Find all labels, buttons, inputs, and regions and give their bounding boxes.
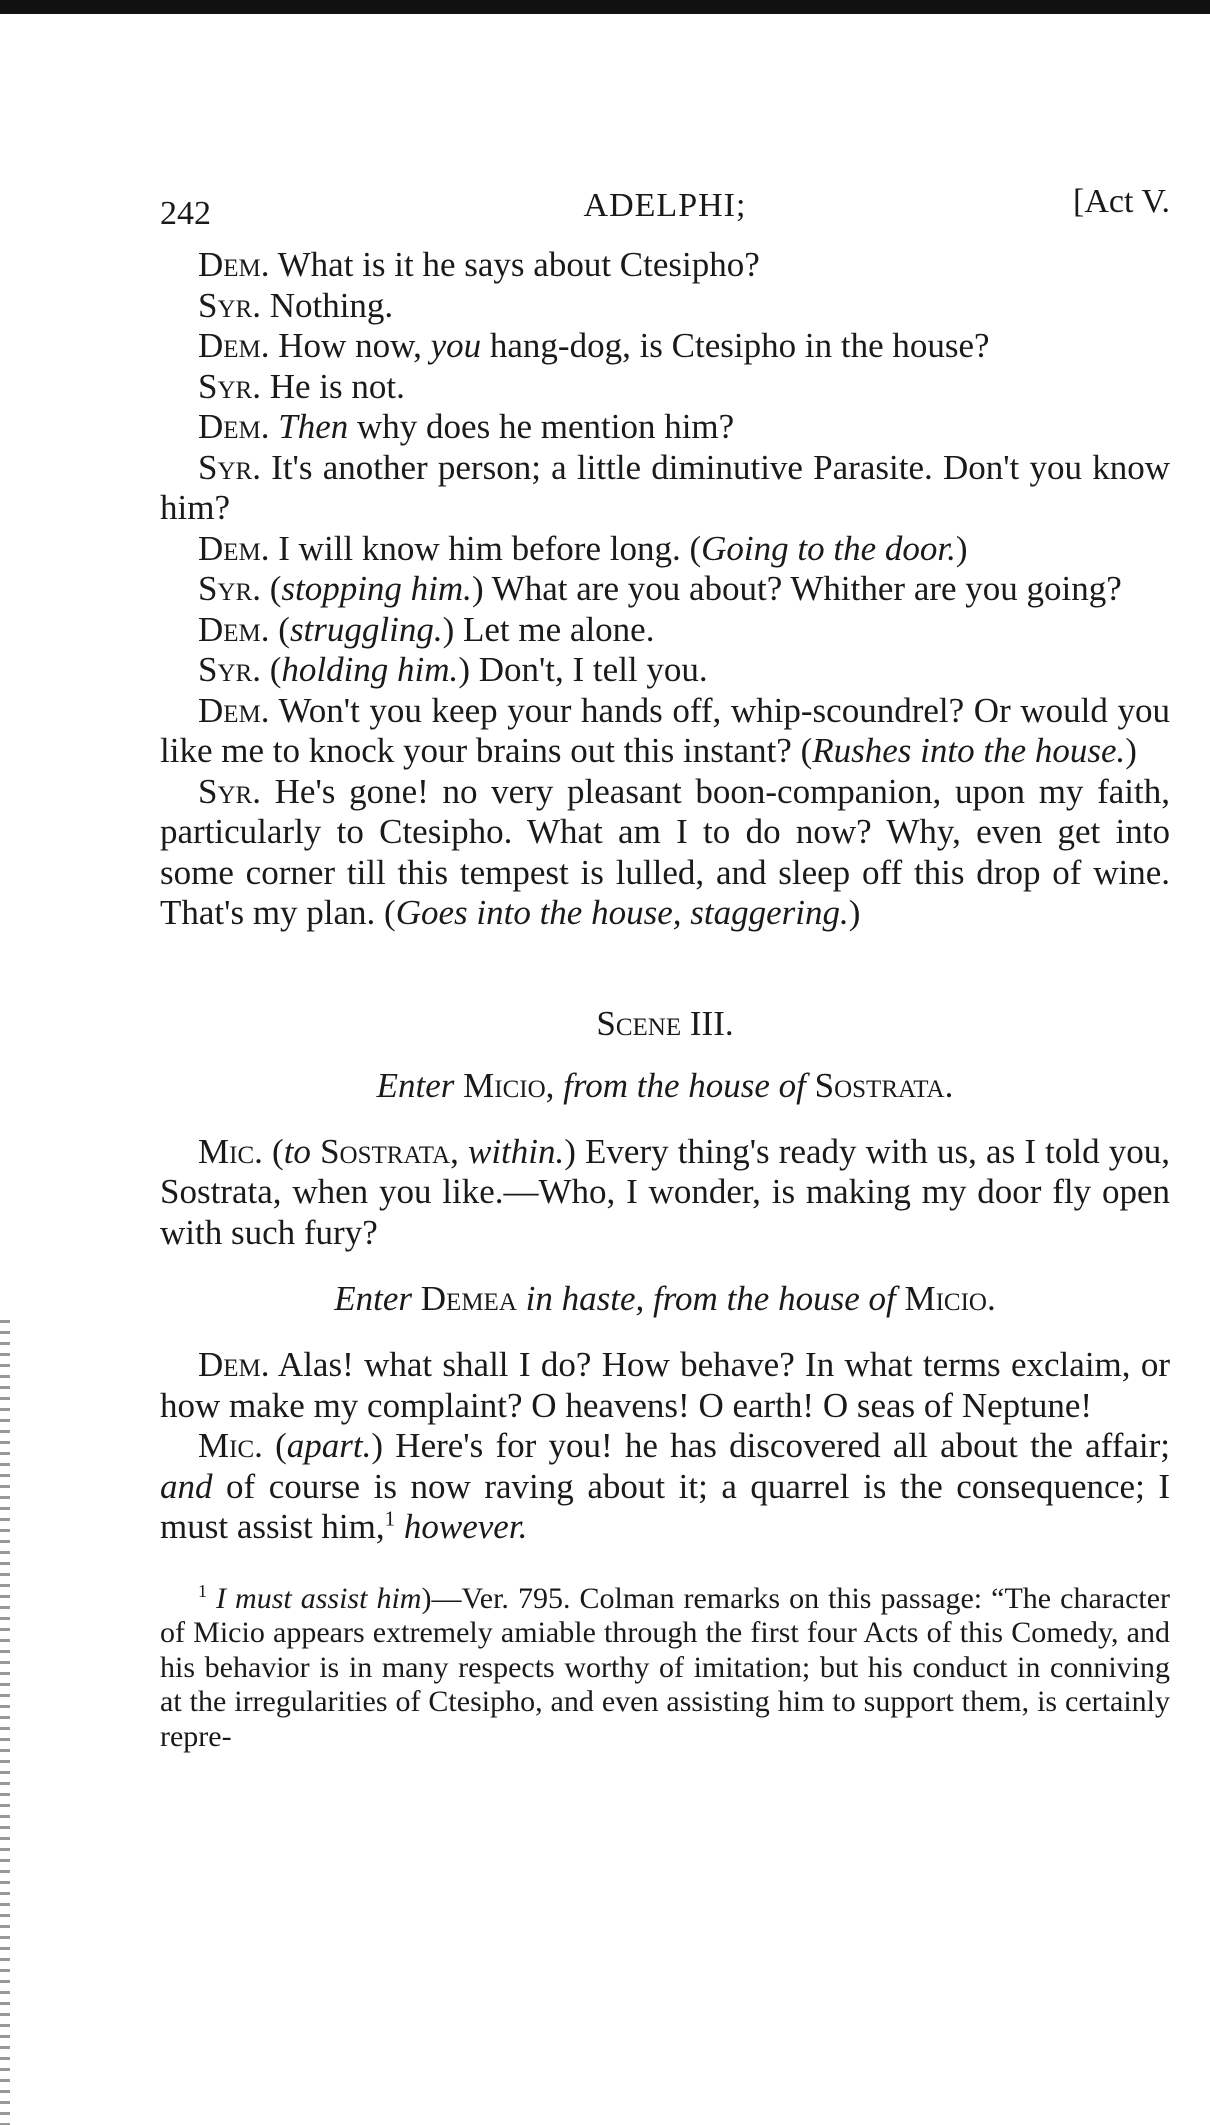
speaker-name: Dem. [198,326,270,365]
text-run [412,1279,421,1318]
speaker-name: Syr. [198,366,261,406]
text-run: Nothing. [260,285,394,325]
text-run: ( [262,1426,287,1465]
text-run: ( [260,569,282,608]
speech-line [160,772,1170,934]
italic-text: I must assist him [216,1581,422,1615]
italic-text: however. [403,1507,528,1546]
text-run: , [450,1131,468,1171]
running-header [160,175,1170,245]
character-name: Sostrata [320,1131,451,1171]
text-run: What is it he says about Ctesipho? [269,245,760,284]
dialogue-block [160,1132,1170,1254]
speech-line [160,1132,1170,1254]
text-run [454,1066,463,1105]
text-run: How now, [269,326,431,365]
speaker-name: Dem. [198,1345,270,1384]
text-run: . [986,1279,996,1318]
text-run: ) Here's for you! he has discovered all about the affair; [371,1426,1170,1465]
italic-text: you [430,326,482,365]
text-run [311,1132,320,1171]
text-run: I will know him before long. ( [269,528,702,568]
text-run: )—Ver. 795. Colman remarks on this passage: “The character of Micio appears extremely amiable through the first four Acts of this Comedy, and his behavior is in many respects worthy of imitation; but his conduct in conniving at the irregularities of Ctesipho, and even assisting him to support them, is certainly repre- [160,1581,1171,1753]
speaker-name: Dem. [198,690,270,730]
binding-gutter [0,1320,10,2125]
speaker-name: Mic. [198,1131,263,1171]
text-run: ) [848,893,861,932]
speech-line [160,286,1170,327]
italic-text: Going to the door. [701,528,956,568]
page-number: 242 [160,195,211,232]
italic-text: within. [467,1131,565,1171]
text-run: He is not. [260,366,405,406]
text-run: ) What are you about? Whither are you going? [471,569,1122,608]
footnote-ref: 1 [384,1506,396,1531]
speaker-name: Syr. [198,650,261,689]
italic-text: and [160,1466,213,1506]
speech-line [160,367,1170,408]
speaker-name: Dem. [198,528,270,568]
text-run: Won't you keep your hands off, whip-scoundrel? Or would you like me to knock your brains out this instant? ( [160,690,1170,770]
footnote-text [160,1582,1170,1755]
speech-line [160,610,1170,651]
text-run [207,1582,216,1615]
page-top-edge [0,0,1210,14]
text-run [806,1066,815,1105]
act-label: [Act V. [1073,183,1170,220]
text-run: ) Don't, I tell you. [458,650,708,689]
italic-text: holding him. [281,650,459,689]
text-run: Alas! what shall I do? How behave? In what terms exclaim, or how make my complaint? O heavens! O earth! O seas of Neptune! [160,1345,1170,1425]
book-page [160,175,1170,1754]
italic-text: in haste, from the house of [525,1279,896,1318]
speech-line [160,529,1170,570]
scene-numeral: III. [689,1003,734,1043]
speaker-name: Dem. [198,407,270,446]
speaker-name: Dem. [198,245,270,284]
text-run: why does he mention him? [348,407,735,446]
italic-text: Goes into the house, staggering. [395,893,849,932]
italic-text: Enter [376,1065,455,1105]
footnote-marker: 1 [198,1580,207,1601]
italic-text: Then [278,407,349,446]
text-run: He's gone! no very pleasant boon-companion, upon my faith, particularly to Ctesipho. What am I to do now? Why, even get into some corner till this tempest is lulled, and sleep off this drop of wine. That's my plan. ( [160,771,1170,932]
italic-text: Enter [334,1279,413,1318]
dialogue-block [160,245,1170,934]
speech-line [160,1345,1170,1426]
character-name: Micio [463,1065,546,1105]
text-run: hang-dog, is Ctesipho in the house? [481,326,990,365]
text-run: It's another person; a little diminutive Parasite. Don't you know him? [160,447,1170,527]
speech-line [160,1426,1170,1548]
speech-line [160,650,1170,691]
speech-line [160,407,1170,448]
character-name: Micio [904,1279,987,1318]
speaker-name: Syr. [198,447,261,487]
text-run: ( [260,650,282,689]
speech-line [160,569,1170,610]
text-run: ) Every thing's ready with us, as I told you, Sostrata, when you like.—Who, I wonder, is making my door fly open with such fury? [160,1131,1171,1252]
text-run: ( [269,609,290,649]
text-run: . [944,1065,954,1105]
text-run: , [545,1065,564,1105]
text-run: ( [262,1131,284,1171]
speech-line [160,326,1170,367]
speaker-name: Mic. [198,1426,263,1465]
italic-text: struggling. [289,609,443,649]
italic-text: from the house of [563,1065,806,1105]
italic-text: apart. [286,1426,372,1465]
text-run [517,1279,526,1318]
scene-heading [160,1004,1170,1044]
speech-line [160,448,1170,529]
text-run: of course is now raving about it; a quarrel is the consequence; I must assist him, [160,1466,1170,1546]
character-name: Sostrata [814,1065,945,1105]
text-run: ) [955,528,968,568]
footnote [160,1582,1170,1755]
speaker-name: Syr. [198,771,261,811]
dialogue-block [160,1345,1170,1548]
stage-direction-enter-micio [160,1066,1170,1106]
character-name: Demea [420,1279,517,1318]
stage-direction-enter-demea [160,1279,1170,1319]
speaker-name: Syr. [198,285,261,325]
speech-line [160,245,1170,286]
speaker-name: Syr. [198,569,261,608]
scene-label: Scene [596,1003,682,1043]
italic-text: to [283,1131,311,1171]
italic-text: stopping him. [281,569,472,608]
text-run [395,1507,404,1546]
speech-line [160,691,1170,772]
running-title: ADELPHI; [583,187,747,224]
italic-text: Rushes into the house. [812,731,1126,770]
text-run [270,407,279,446]
text-run: ) [1125,731,1137,770]
speaker-name: Dem. [198,609,270,649]
text-run: ) Let me alone. [442,609,655,649]
